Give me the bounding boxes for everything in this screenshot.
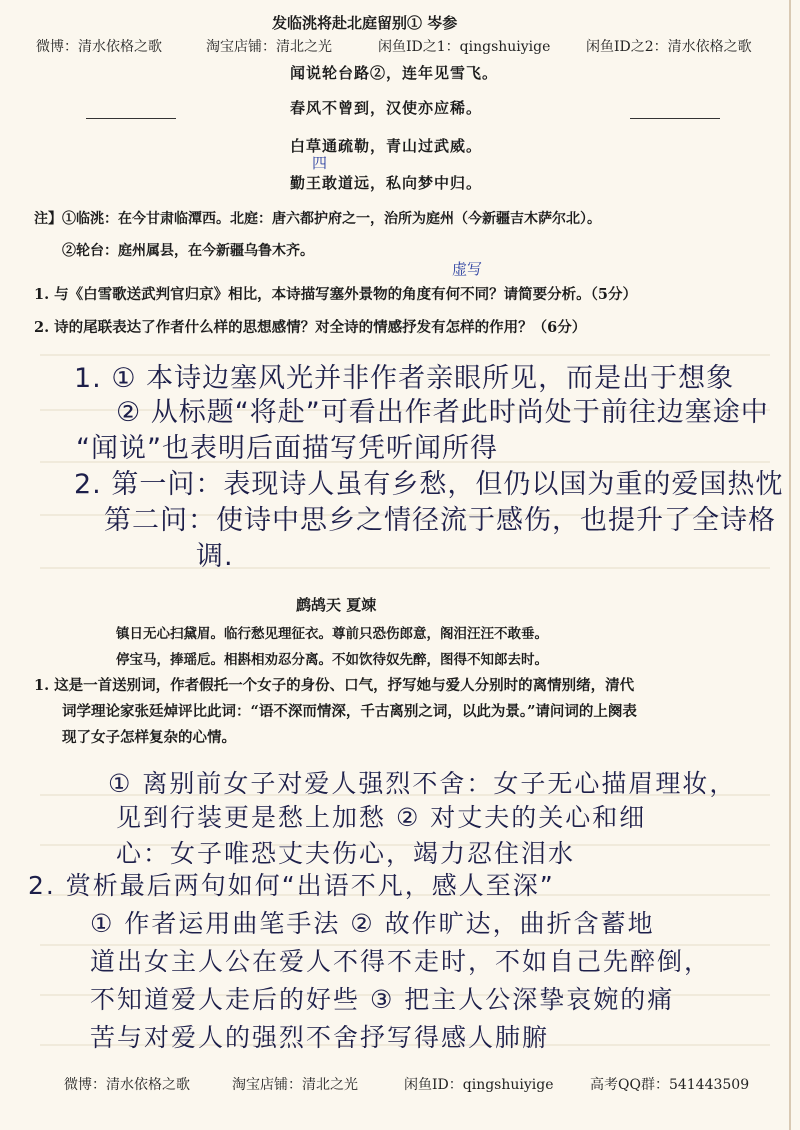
poem1-answer-4: 2. 第一问：表现诗人虽有乡愁，但仍以国为重的爱国热忱 [74,469,784,500]
poem2-line-2: 停宝马，捧瑶卮。相斟相劝忍分离。不如饮待奴先醉，图得不知郎去时。 [116,652,548,668]
header-weibo: 微博：清水依格之歌 [36,39,162,55]
header-taobao: 淘宝店铺：清北之光 [206,39,332,55]
poem1-note-2: ②轮台：庭州属县，在今新疆乌鲁木齐。 [62,243,314,259]
poem1-line-3: 白草通疏勒，青山过武威。 [290,137,483,155]
poem2-question-2: 2. 赏析最后两句如何“出语不凡，感人至深” [28,871,555,900]
header-xianyu-2: 闲鱼ID之2：清水依格之歌 [586,39,752,55]
footer-taobao: 淘宝店铺：清北之光 [232,1077,358,1093]
poem2-question-1a: 1. 这是一首送别词，作者假托一个女子的身份、口气，抒写她与爱人分别时的离情别绪，清代 [34,677,635,694]
poem2-question-1c: 现了女子怎样复杂的心情。 [62,729,236,746]
poem1-question-2: 2. 诗的尾联表达了作者什么样的思想感情？对全诗的情感抒发有怎样的作用？（6分） [34,319,587,336]
poem2-title: 鹧鸪天 夏竦 [296,596,377,614]
poem1-answer-6: 调. [196,541,234,572]
poem1-answer-5: 第二问：使诗中思乡之情径流于感伤，也提升了全诗格 [104,505,776,536]
poem2-question-1b: 词学理论家张廷焯评比此词：“语不深而情深，千古离别之词，以此为景。”请问词的上阕表 [62,703,637,720]
poem2-answer-3: 心：女子唯恐丈夫伤心，竭力忍住泪水 [116,839,576,868]
poem1-title: 发临洮将赴北庭留别① 岑参 [272,14,458,32]
footer-weibo: 微博：清水依格之歌 [64,1077,190,1093]
footer-qq: 高考QQ群：541443509 [590,1077,750,1093]
poem1-note-1: 注】①临洮：在今甘肃临潭西。北庭：唐六都护府之一，治所为庭州（今新疆吉木萨尔北）。 [34,211,601,227]
poem1-line-2: 春风不曾到，汉使亦应稀。 [290,99,483,117]
poem1-answer-3: “闻说”也表明后面描写凭听闻所得 [76,433,498,464]
poem2-answer-2: 见到行装更是愁上加愁 ② 对丈夫的关心和细 [116,803,647,832]
annotation-small: 四 [312,154,328,172]
poem1-line-1: 闻说轮台路②，连年见雪飞。 [290,64,499,82]
poem1-question-1: 1. 与《白雪歌送武判官归京》相比，本诗描写塞外景物的角度有何不同？请简要分析。（5分） [34,286,638,303]
poem2-answer-5: 道出女主人公在爱人不得不走时，不如自己先醉倒， [90,947,712,976]
poem2-line-1: 镇日无心扫黛眉。临行愁见理征衣。尊前只恐伤郎意，阁泪汪汪不敢垂。 [116,626,548,642]
poem2-answer-6: 不知道爱人走后的好些 ③ 把主人公深挚哀婉的痛 [90,985,675,1014]
footer-xianyu: 闲鱼ID：qingshuiyige [404,1077,554,1093]
divider-left [86,118,176,119]
divider-right [630,118,720,119]
header-xianyu-1: 闲鱼ID之1：qingshuiyige [378,39,551,55]
poem2-answer-7: 苦与对爱人的强烈不舍抒写得感人肺腑 [90,1023,550,1052]
poem2-answer-4: ① 作者运用曲笔手法 ② 故作旷达，曲折含蓄地 [90,909,655,938]
poem1-answer-2: ② 从标题“将赴”可看出作者此时尚处于前往边塞途中 [116,397,769,428]
poem2-answer-1: ① 离别前女子对爱人强烈不舍：女子无心描眉理妆， [108,769,737,798]
annotation-write: 虚写 [452,260,483,278]
poem1-answer-1: 1. ① 本诗边塞风光并非作者亲眼所见，而是出于想象 [74,363,735,394]
poem1-line-4: 勤王敢道远，私向梦中归。 [290,174,483,192]
